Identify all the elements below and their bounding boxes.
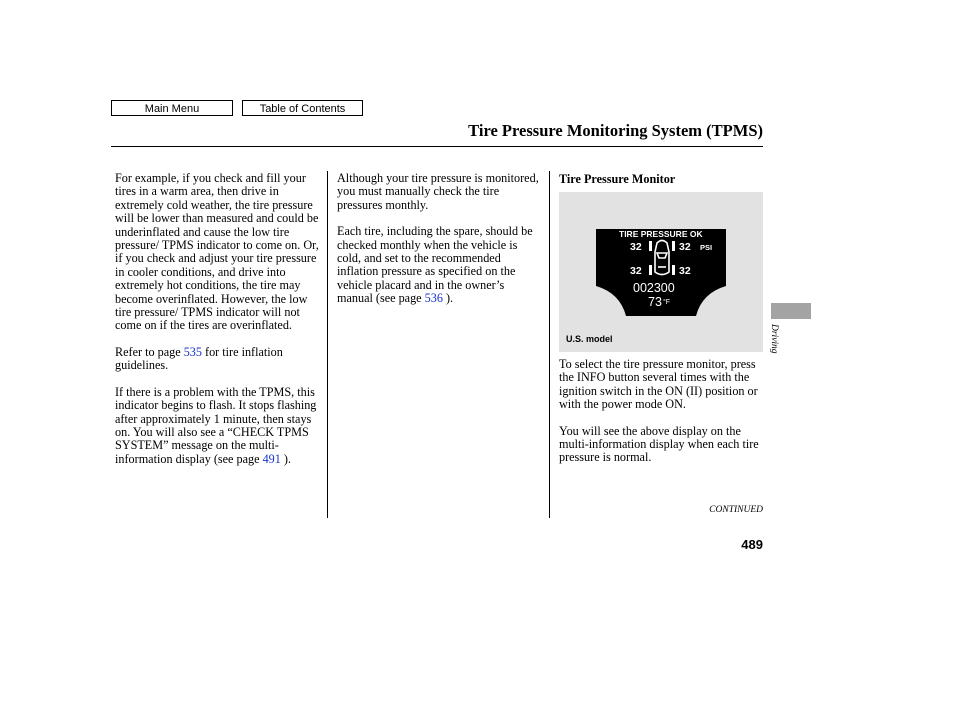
header-divider xyxy=(111,146,763,147)
pressure-rear-left: 32 xyxy=(630,265,642,277)
page-link-535[interactable]: 535 xyxy=(183,344,202,359)
text: If there is a problem with the TPMS, this indicator begins to flash. It stops flashing after approximately 1 minute, then stays on. You will also see a “CHECK TPMS SYSTEM” message on the multi-information display (see page xyxy=(115,384,317,466)
pressure-unit: PSI xyxy=(700,243,713,252)
column-2 xyxy=(337,172,543,319)
text: Refer to page xyxy=(115,344,184,359)
tire-icon-rr xyxy=(672,265,675,275)
display-status: TIRE PRESSURE OK xyxy=(619,229,703,239)
paragraph-problem xyxy=(115,386,320,466)
tire-icon-fl xyxy=(649,241,652,251)
temperature-readout: 73 xyxy=(648,295,662,309)
page-number: 489 xyxy=(741,537,763,552)
paragraph-select-monitor: To select the tire pressure monitor, press the INFO button several times with the ignition switch in the ON (II) position or with the power mode ON. xyxy=(559,357,758,412)
paragraph-manual-check: Although your tire pressure is monitored, you must manually check the tire pressures monthly. xyxy=(337,171,539,212)
figure-caption: U.S. model xyxy=(566,334,613,344)
text: Each tire, including the spare, should be checked monthly when the vehicle is cold, and set to the recommended inflation pressure as specified on the vehicle placard and in the owner’s manual (see page xyxy=(337,224,533,306)
section-tab[interactable] xyxy=(771,303,811,319)
column-divider-2 xyxy=(549,171,550,518)
section-heading: Tire Pressure Monitor xyxy=(559,172,676,186)
column-3 xyxy=(559,358,763,478)
paragraph-spare xyxy=(337,225,543,305)
odometer-readout: 002300 xyxy=(633,281,675,295)
figure-box xyxy=(559,192,763,352)
text: ). xyxy=(280,451,291,466)
page-title: Tire Pressure Monitoring System (TPMS) xyxy=(468,121,763,140)
page-link-491[interactable]: 491 xyxy=(262,451,281,466)
paragraph-temperature: For example, if you check and fill your tires in a warm area, then drive in extremely cold weather, the tire pressure will be lower than measured and could be underinflated and cause the low tire pressure/ TPMS indicator to come on. Or, if you check and adjust your tire pressure in cooler conditions, and drive into extremely hot conditions, the tire may become overinflated. However, the low tire pressure/ TPMS indicator will not come on if the tires are overinflated. xyxy=(115,171,319,333)
column-1 xyxy=(115,172,320,479)
column-divider-1 xyxy=(327,171,328,518)
text: ). xyxy=(442,291,454,306)
temperature-unit: °F xyxy=(663,299,671,306)
main-menu-button[interactable]: Main Menu xyxy=(111,100,233,116)
section-label-driving: Driving xyxy=(769,324,779,354)
pressure-front-right: 32 xyxy=(679,241,691,253)
table-of-contents-button[interactable]: Table of Contents xyxy=(242,100,363,116)
paragraph-normal-display: You will see the above display on the multi-information display when each tire pressure is normal. xyxy=(559,423,759,465)
pressure-front-left: 32 xyxy=(630,241,642,253)
tire-icon-rl xyxy=(649,265,652,275)
continued-label: CONTINUED xyxy=(709,505,763,515)
paragraph-refer xyxy=(115,346,320,373)
page-link-536[interactable]: 536 xyxy=(424,291,443,306)
text: for tire inflation guidelines. xyxy=(115,344,283,373)
tire-icon-fr xyxy=(672,241,675,251)
pressure-rear-right: 32 xyxy=(679,265,691,277)
tpms-display-illustration xyxy=(559,192,763,352)
